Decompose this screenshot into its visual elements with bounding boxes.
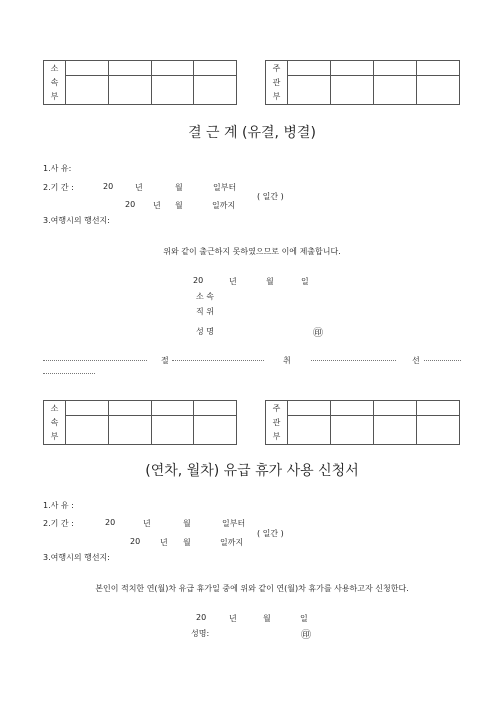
approval-sign-cell[interactable]	[374, 416, 417, 445]
period-year-unit: 년	[143, 519, 151, 528]
period-year: 20	[125, 200, 136, 209]
approval-sign-cell[interactable]	[194, 76, 237, 105]
approval-title-cell[interactable]	[108, 401, 151, 416]
period-year: 20	[130, 537, 141, 546]
destination-label: 3.여행시의 행선지:	[43, 553, 110, 562]
days-count: ( 일간 )	[257, 192, 284, 201]
approval-sign-cell[interactable]	[108, 416, 151, 445]
period-month-unit: 월	[175, 201, 183, 210]
name-label: 성 명	[196, 327, 214, 336]
cut-line-char: 취	[283, 356, 291, 365]
top-approval-table-left	[43, 60, 237, 105]
approval-sign-cell[interactable]	[194, 416, 237, 445]
approval-title-cell[interactable]	[66, 401, 109, 416]
approval-label: 소 속 부	[44, 61, 66, 105]
approval-sign-cell[interactable]	[331, 416, 374, 445]
approval-sign-cell[interactable]	[417, 76, 460, 105]
approval-title-cell[interactable]	[288, 401, 331, 416]
approval-title-cell[interactable]	[374, 61, 417, 76]
approval-title-cell[interactable]	[66, 61, 109, 76]
approval-label: 주 관 부	[266, 61, 288, 105]
approval-sign-cell[interactable]	[108, 76, 151, 105]
date-month-unit: 월	[266, 277, 274, 286]
period-year: 20	[105, 518, 116, 527]
approval-title-cell[interactable]	[417, 61, 460, 76]
date-day-unit: 일	[300, 614, 308, 623]
date-year: 20	[196, 613, 207, 622]
top-approval-table-right	[265, 60, 460, 105]
cut-line-dots	[172, 360, 264, 361]
reason-label: 1.사 유:	[43, 164, 72, 173]
approval-title-cell[interactable]	[194, 401, 237, 416]
reason-label: 1.사 유 :	[43, 501, 74, 510]
cut-line-dots	[43, 360, 147, 361]
date-year: 20	[193, 276, 204, 285]
approval-label: 소 속 부	[44, 401, 66, 445]
seal-icon: ㊞	[301, 630, 311, 641]
approval-title-cell[interactable]	[194, 61, 237, 76]
approval-sign-cell[interactable]	[288, 76, 331, 105]
period-year-unit: 년	[153, 201, 161, 210]
period-from: 일부터	[222, 519, 246, 528]
period-month-unit: 월	[183, 538, 191, 547]
approval-sign-cell[interactable]	[66, 76, 109, 105]
approval-title-cell[interactable]	[288, 61, 331, 76]
period-year: 20	[103, 182, 114, 191]
bottom-approval-table-right	[265, 400, 460, 445]
period-label: 2.기 간 :	[43, 183, 74, 192]
date-year-unit: 년	[229, 277, 237, 286]
approval-sign-cell[interactable]	[417, 416, 460, 445]
period-to: 일까지	[212, 201, 236, 210]
approval-sign-cell[interactable]	[331, 76, 374, 105]
statement-text: 위와 같이 출근하지 못하였으므로 이에 제출합니다.	[163, 247, 341, 256]
destination-label: 3.여행시의 행선지:	[43, 216, 110, 225]
dept-label: 소 속	[196, 292, 214, 301]
approval-sign-cell[interactable]	[66, 416, 109, 445]
approval-label: 주 관 부	[266, 401, 288, 445]
approval-title-cell[interactable]	[374, 401, 417, 416]
days-count: ( 일간 )	[257, 529, 284, 538]
date-day-unit: 일	[301, 277, 309, 286]
approval-title-cell[interactable]	[108, 61, 151, 76]
cut-line-dots	[424, 360, 461, 361]
bottom-approval-table-left	[43, 400, 237, 445]
approval-title-cell[interactable]	[331, 401, 374, 416]
cut-line-char: 선	[412, 356, 420, 365]
period-from: 일부터	[213, 183, 237, 192]
position-label: 직 위	[196, 307, 214, 316]
statement-text: 본인이 적치한 연(월)차 유급 휴가일 중에 위와 같이 연(월)차 휴가를 사용하고자 신청한다.	[95, 584, 409, 593]
approval-title-cell[interactable]	[331, 61, 374, 76]
seal-icon: ㊞	[313, 328, 323, 339]
approval-title-cell[interactable]	[417, 401, 460, 416]
cut-line-dots	[311, 360, 396, 361]
cut-line-dots	[43, 373, 95, 374]
date-year-unit: 년	[229, 614, 237, 623]
leave-request-title: (연차, 월차) 유급 휴가 사용 신청서	[145, 463, 359, 479]
period-month-unit: 월	[175, 183, 183, 192]
approval-title-cell[interactable]	[151, 401, 194, 416]
approval-sign-cell[interactable]	[151, 416, 194, 445]
period-year-unit: 년	[135, 183, 143, 192]
period-to: 일까지	[220, 538, 244, 547]
date-month-unit: 월	[263, 614, 271, 623]
approval-title-cell[interactable]	[151, 61, 194, 76]
period-month-unit: 월	[183, 519, 191, 528]
period-label: 2.기 간 :	[43, 519, 74, 528]
absence-report-title: 결 근 계 (유결, 병결)	[188, 125, 316, 141]
cut-line-char: 절	[161, 356, 169, 365]
approval-sign-cell[interactable]	[151, 76, 194, 105]
name-label: 성명:	[191, 629, 210, 638]
period-year-unit: 년	[160, 538, 168, 547]
approval-sign-cell[interactable]	[288, 416, 331, 445]
approval-sign-cell[interactable]	[374, 76, 417, 105]
